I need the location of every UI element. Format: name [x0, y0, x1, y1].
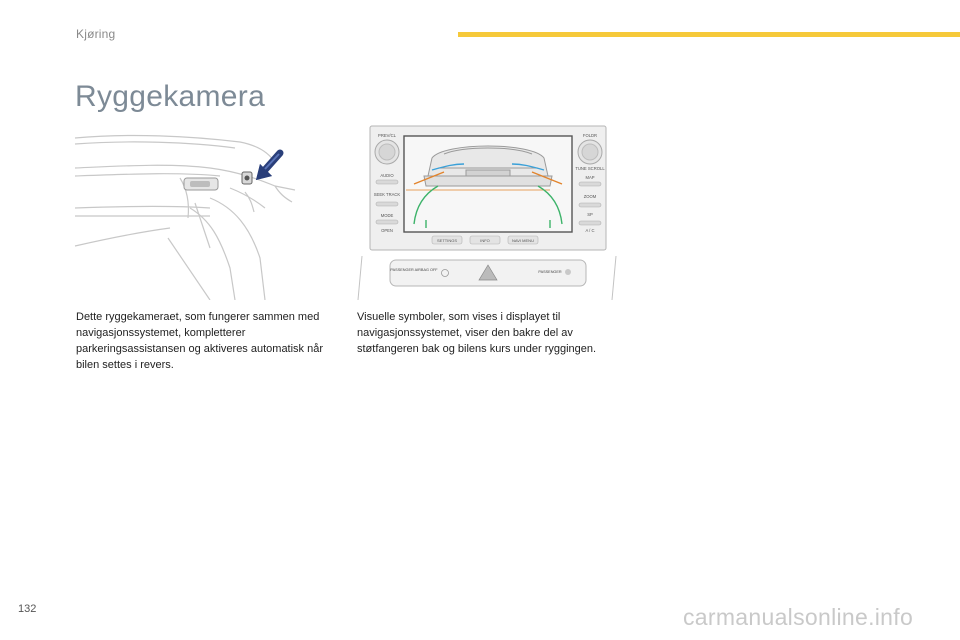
paragraph-left: Dette ryggekameraet, som fungerer sammen med navigasjonssystemet, kompletterer parkeringsassistansen og aktiveres automatisk når bilen settes i revers.	[76, 311, 324, 371]
paragraph-right: Visuelle symboler, som vises i displayet til navigasjonssystemet, viser den bakre del av støtfangeren bak og bilens kurs under ryggingen.	[357, 311, 597, 355]
label-open: OPEN	[381, 228, 393, 233]
header-accent-bar	[458, 32, 960, 37]
tailgate-camera-illustration	[70, 128, 335, 300]
section-label: Kjøring	[76, 27, 116, 41]
label-zoom: ZOOM	[583, 194, 597, 199]
label-folder: FOLDR	[582, 133, 598, 138]
label-navi-menu: NAVI MENU	[512, 238, 534, 243]
label-audio: AUDIO	[380, 173, 394, 178]
label-map: MAP	[585, 175, 595, 180]
label-settings: SETTINGS	[436, 238, 458, 243]
label-seek: SEEK TRACK	[373, 192, 401, 197]
label-mode: MODE	[380, 213, 394, 218]
label-tune: TUNE SCROLL	[575, 166, 605, 171]
label-info: INFO	[480, 238, 490, 243]
label-prev: PREV/CL	[378, 133, 396, 138]
label-airbag-left: PASSENGER AIRBAG OFF	[390, 268, 438, 272]
label-airbag-right: PASSENGER	[538, 270, 562, 274]
label-sp: SP	[587, 212, 593, 217]
label-ac: A / C	[585, 228, 595, 233]
watermark: carmanualsonline.info	[683, 604, 914, 630]
page-number: 132	[18, 603, 37, 615]
navigation-display-illustration	[354, 124, 622, 300]
page-title: Ryggekamera	[75, 80, 266, 114]
